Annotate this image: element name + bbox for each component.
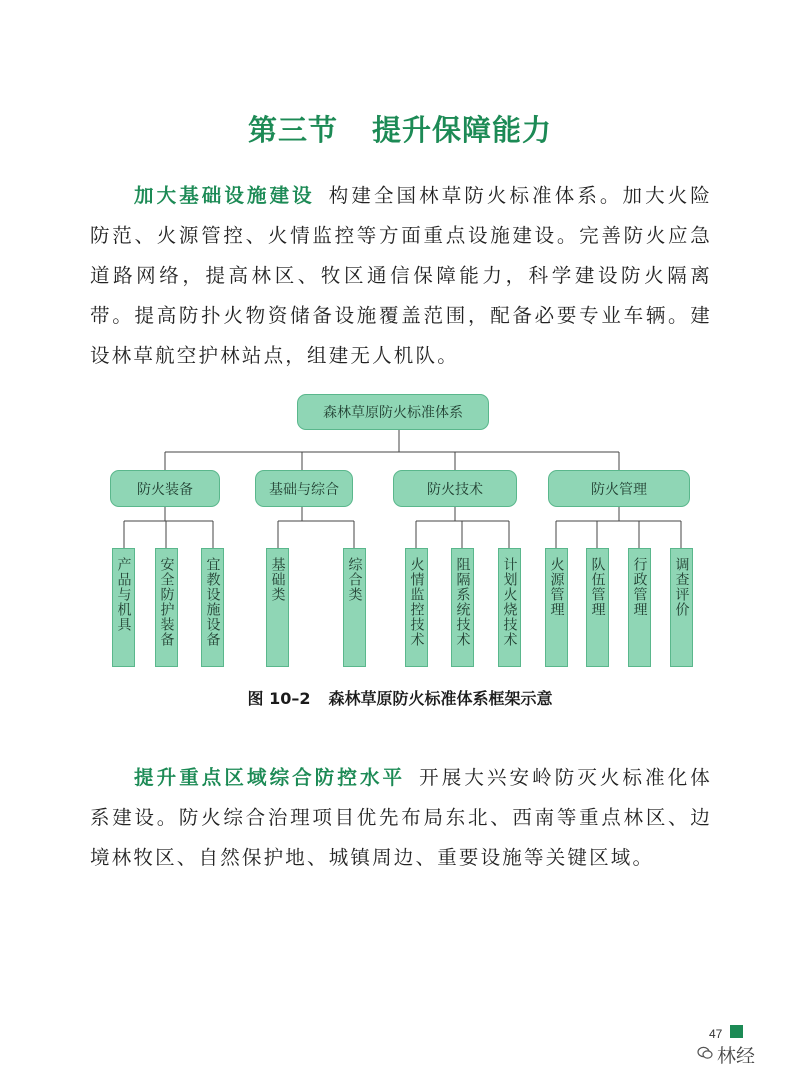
leaf-node: 宜教设施设备 xyxy=(201,548,224,667)
group-node-management: 防火管理 xyxy=(548,470,690,507)
group-node-foundation: 基础与综合 xyxy=(255,470,353,507)
group-node-technology: 防火技术 xyxy=(393,470,517,507)
leaf-node: 火源管理 xyxy=(545,548,568,667)
section-heading: 提升保障能力 xyxy=(372,113,553,147)
section-number: 第三节 xyxy=(247,113,338,147)
leaf-node: 计划火烧技术 xyxy=(498,548,521,667)
paragraph-key-areas xyxy=(90,758,712,878)
paragraph-lead: 加大基础设施建设 xyxy=(134,184,315,207)
leaf-node: 阻隔系统技术 xyxy=(451,548,474,667)
leaf-node: 行政管理 xyxy=(628,548,651,667)
group-node-equipment: 防火装备 xyxy=(110,470,220,507)
leaf-node: 安全防护装备 xyxy=(155,548,178,667)
leaf-node: 调查评价 xyxy=(670,548,693,667)
figure-caption xyxy=(0,686,800,709)
leaf-node: 火情监控技术 xyxy=(405,548,428,667)
section-title xyxy=(0,108,800,149)
paragraph-body: 开展大兴安岭防灭火标准化体系建设。防火综合治理项目优先布局东北、西南等重点林区、边境林牧区、自然保护地、城镇周边、重要设施等关键区域。 xyxy=(90,766,712,869)
root-node: 森林草原防火标准体系 xyxy=(297,394,489,430)
watermark xyxy=(697,1041,755,1068)
leaf-node: 基础类 xyxy=(266,548,289,667)
leaf-node: 综合类 xyxy=(343,548,366,667)
leaf-node: 产品与机具 xyxy=(112,548,135,667)
paragraph-lead: 提升重点区域综合防控水平 xyxy=(134,766,406,789)
figure-title: 森林草原防火标准体系框架示意 xyxy=(328,689,553,708)
paragraph-infrastructure xyxy=(90,176,712,376)
paragraph-body: 构建全国林草防火标准体系。加大火险防范、火源管控、火情监控等方面重点设施建设。完善防火应急道路网络，提高林区、牧区通信保障能力，科学建设防火隔离带。提高防扑火物资储备设施覆盖范围，配备必要专业车辆。建设林草航空护林站点，组建无人机队。 xyxy=(90,184,712,367)
figure-number: 图 10–2 xyxy=(247,689,311,708)
leaf-node: 队伍管理 xyxy=(586,548,609,667)
page-marker-square xyxy=(730,1025,743,1038)
watermark-text: 林经 xyxy=(717,1045,756,1067)
page-number: 47 xyxy=(709,1027,723,1041)
wechat-icon xyxy=(697,1046,713,1064)
